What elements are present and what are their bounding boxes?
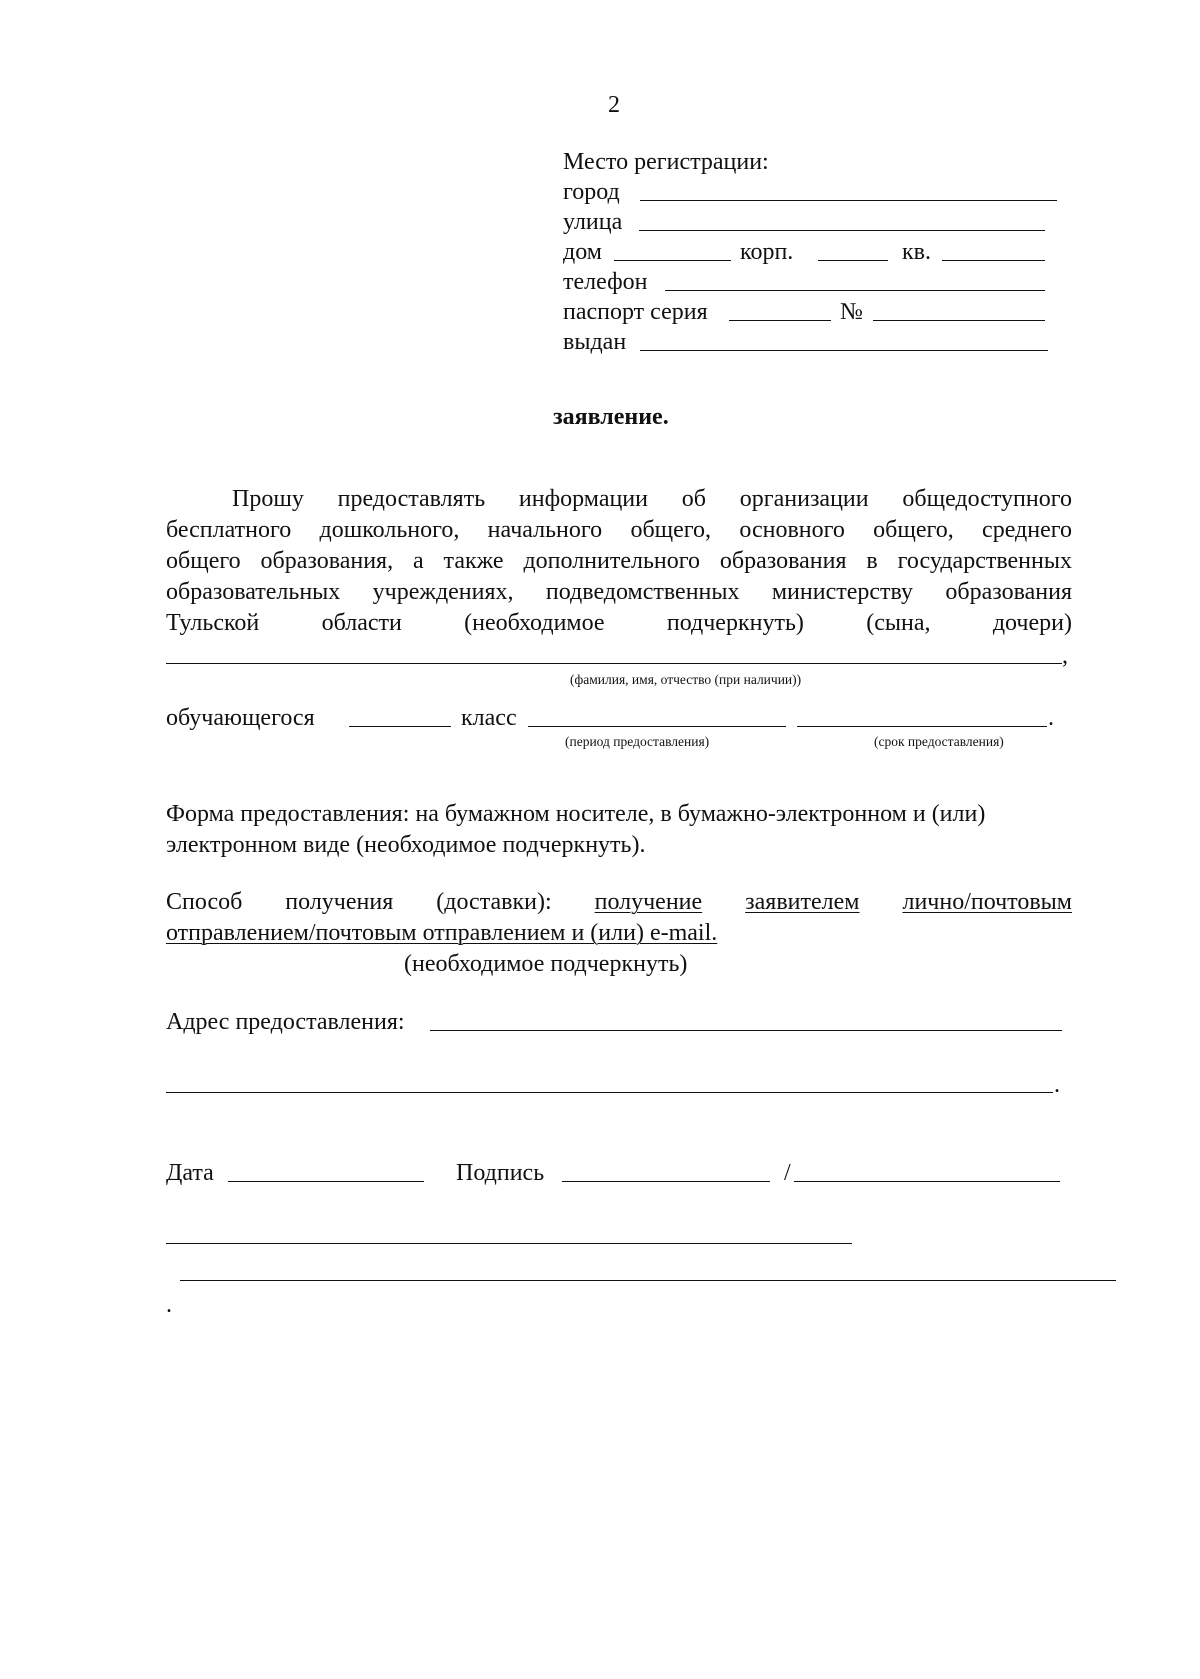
student-field[interactable] [349, 726, 451, 727]
building-field[interactable] [818, 260, 888, 261]
issued-label: выдан [563, 329, 627, 355]
delivery-line-1 [166, 887, 1072, 917]
word-underline: подчеркнуть) [666, 610, 804, 636]
full-name-caption: (фамилия, имя, отчество (при наличии)) [570, 672, 802, 687]
delivery-note: (необходимое подчеркнуть) [404, 951, 688, 977]
word-tula: Тульской [166, 610, 260, 636]
street-field[interactable] [639, 230, 1045, 231]
delivery-word-method: Способ [166, 889, 243, 915]
passport-number-field[interactable] [873, 320, 1045, 321]
paragraph-line-1: Прошу предоставлять информации об организации общедоступного [232, 486, 1072, 512]
signature-label: Подпись [456, 1160, 545, 1186]
form-line-2: электронном виде (необходимое подчеркнуть). [166, 832, 646, 858]
city-field[interactable] [640, 200, 1057, 201]
house-field[interactable] [614, 260, 731, 261]
address-label: Адрес предоставления: [166, 1009, 405, 1035]
student-line-period: . [1048, 705, 1054, 731]
delivery-word-receiving: получения [285, 889, 394, 915]
phone-field[interactable] [665, 290, 1045, 291]
page-number: 2 [608, 92, 620, 118]
city-label: город [563, 179, 620, 205]
passport-number-label: № [840, 299, 863, 325]
street-label: улица [563, 209, 623, 235]
delivery-option-receiving: получение [594, 889, 703, 915]
request-paragraph [166, 484, 1072, 639]
date-field[interactable] [228, 1181, 424, 1182]
term-caption: (срок предоставления) [874, 734, 1004, 749]
word-daughter: дочери) [992, 610, 1072, 636]
signature-slash: / [784, 1160, 791, 1186]
signature-name-field[interactable] [794, 1181, 1060, 1182]
paragraph-line-5 [166, 608, 1072, 639]
full-name-comma: , [1062, 643, 1068, 669]
registration-heading: Место регистрации: [563, 149, 769, 175]
bottom-line-1[interactable] [166, 1243, 852, 1244]
issued-field[interactable] [640, 350, 1048, 351]
phone-label: телефон [563, 269, 648, 295]
word-required: (необходимое [464, 610, 605, 636]
delivery-word-delivery: (доставки): [436, 889, 552, 915]
address-field-line-1[interactable] [430, 1030, 1062, 1031]
passport-series-label: паспорт серия [563, 299, 708, 325]
paragraph-line-4: образовательных учреждениях, подведомственных министерству образования [166, 579, 1072, 605]
apartment-label: кв. [902, 239, 931, 265]
building-label: корп. [740, 239, 794, 265]
address-field-line-2[interactable] [166, 1092, 1053, 1093]
period-field[interactable] [528, 726, 786, 727]
trailing-dot: . [166, 1292, 172, 1318]
class-label: класс [461, 705, 517, 731]
student-label: обучающегося [166, 705, 315, 731]
form-line-1: Форма предоставления: на бумажном носителе, в бумажно-электронном и (или) [166, 801, 986, 827]
full-name-field[interactable] [166, 663, 1062, 664]
word-region: области [321, 610, 402, 636]
address-period: . [1054, 1072, 1060, 1098]
paragraph-line-2: бесплатного дошкольного, начального общего, основного общего, среднего [166, 517, 1072, 543]
bottom-line-2[interactable] [180, 1280, 1116, 1281]
word-son: (сына, [866, 610, 931, 636]
delivery-option-personally-post: лично/почтовым [902, 889, 1072, 915]
paragraph-line-3: общего образования, а также дополнительного образования в государственных [166, 548, 1072, 574]
document-title: заявление. [553, 404, 669, 430]
delivery-option-applicant: заявителем [745, 889, 860, 915]
delivery-line-2: отправлением/почтовым отправлением и (или) e-mail. [166, 920, 718, 946]
period-caption: (период предоставления) [565, 734, 710, 749]
house-label: дом [563, 239, 602, 265]
passport-series-field[interactable] [729, 320, 831, 321]
signature-field[interactable] [562, 1181, 770, 1182]
apartment-field[interactable] [942, 260, 1045, 261]
term-field[interactable] [797, 726, 1047, 727]
date-label: Дата [166, 1160, 214, 1186]
